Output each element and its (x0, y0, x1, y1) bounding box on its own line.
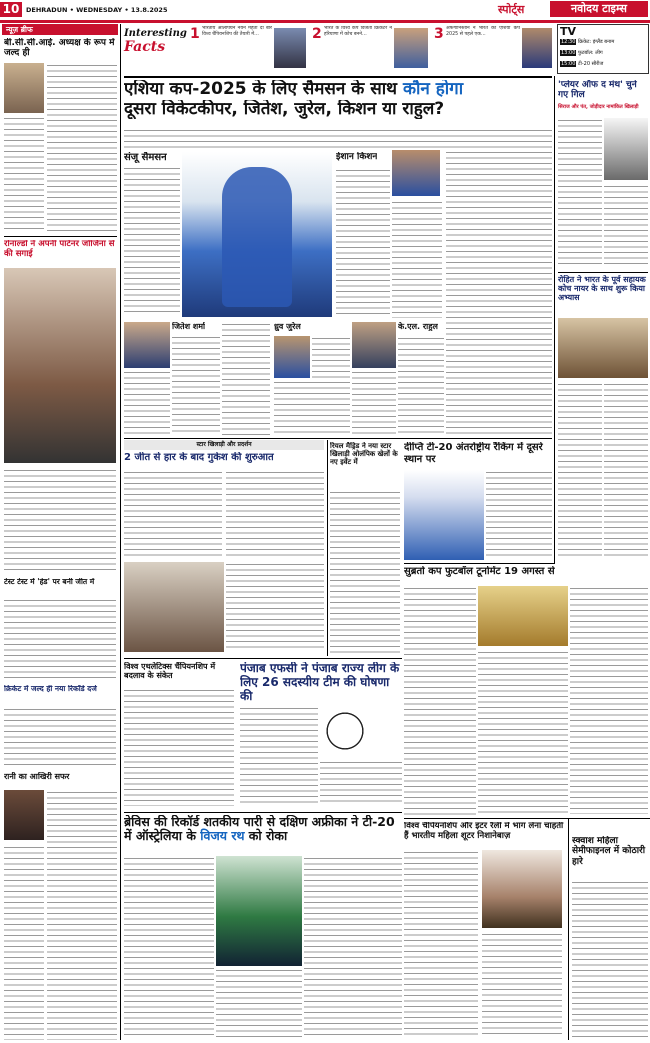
column-divider-right-low (568, 818, 569, 1040)
rahul-text (398, 336, 444, 436)
tv-time-3: 15:00 (561, 61, 576, 67)
brief-photo-1 (4, 63, 44, 113)
name-jitesh: जितेश शर्मा (172, 322, 206, 331)
lead-intro (124, 128, 552, 150)
photo-rahul (352, 322, 396, 368)
lead-right-text (446, 150, 552, 435)
fact-photo-1 (274, 28, 306, 68)
tv-row-3 (560, 61, 646, 67)
fact-number-3: 3 (434, 26, 444, 42)
gukesh-text (124, 470, 222, 560)
subroto-right-text (570, 586, 648, 814)
tv-text-2: फुटबॉल: लीग (578, 50, 603, 56)
name-jurel: ध्रुव जुरेल (274, 322, 301, 331)
headline-athletics: विश्व एथलेटिक्स चैंपियनशिप में बदलाव के संकेत (124, 662, 216, 681)
squash-text (572, 880, 648, 1038)
brevis-text-c (304, 856, 402, 1038)
facts-brand-a: Interesting (124, 28, 187, 39)
band-divider-5 (404, 818, 650, 819)
column-divider-right (554, 76, 555, 564)
subroto-text-b (478, 650, 568, 816)
headline-squash: स्क्वाश महिला सेमीफाइनल में कोठारी हारे (572, 836, 646, 867)
fact-item-2 (312, 26, 430, 72)
fact-number-1: 1 (190, 26, 200, 42)
photo-shooter (482, 850, 562, 928)
rahul-text-b (352, 370, 396, 436)
photo-rohit (558, 318, 648, 378)
photo-football (320, 706, 370, 756)
masthead-bar (0, 0, 650, 23)
subhead-gill: सिराज और पंत, जोड़ीदार नामांकित खिलाड़ी (558, 104, 639, 110)
jitesh-text (172, 335, 220, 435)
sanju-text (124, 166, 180, 316)
ishan-text (336, 168, 390, 318)
photo-ishan (392, 150, 440, 196)
headline-brevis-text: ब्रेविस की रिकॉर्ड शतकीय पारी से दक्षिण अफ्रीका ने टी-20 में ऑस्ट्रेलिया के विजय रथ को रोका (124, 815, 395, 844)
photo-jurel (274, 336, 310, 378)
band-divider-2 (404, 563, 554, 564)
tv-row-1 (560, 39, 646, 45)
brief-text-5 (47, 790, 117, 1040)
gill-text-b (604, 184, 648, 268)
page-number: 10 (0, 2, 22, 17)
jitesh-text-b (124, 370, 170, 435)
photo-jitesh (124, 322, 170, 368)
photo-deepti (404, 470, 484, 560)
column-divider-mid (327, 440, 328, 656)
athletics-text (124, 688, 234, 806)
tv-text-3: टी-20 सीरीज (578, 61, 604, 67)
column-divider-left (120, 24, 121, 1040)
brief-photo-ronaldo (4, 268, 116, 463)
brief-headline-2: रोनाल्डो ने अपनी पार्टनर जॉर्जिना से की सगाई (4, 240, 115, 259)
fact-photo-2 (394, 28, 428, 68)
gukesh-text-c (226, 562, 324, 652)
newspaper-name: नवोदय टाइम्स (550, 1, 648, 17)
punjab-fc-text (240, 706, 318, 806)
photo-gill (604, 118, 648, 180)
headline-rohit: रोहित ने भारत के पूर्व सहायक कोच नायर के साथ शुरू किया अभ्यास (558, 275, 646, 303)
headline-gill: 'प्लेयर ऑफ द मंथ' चुने गए गिल (558, 80, 637, 101)
brief-text-4 (4, 707, 116, 767)
brief-divider-1 (4, 236, 117, 237)
fact-text-2: भारत के विश्व कप विजेता क्रिकेटर ने हरियाणा में कोच बनने… (324, 26, 392, 37)
band-divider-1 (124, 438, 552, 439)
photo-chess-player (124, 562, 224, 652)
tv-listing-box (557, 24, 649, 74)
name-rahul: के.एल. राहुल (398, 322, 438, 331)
fact-photo-3 (522, 28, 552, 68)
brief-text-1b (4, 116, 44, 233)
col2-text (222, 322, 270, 435)
lead-headline-line-2: दूसरा विकेटकीपर, जितेश, जुरेल, किशन या राहुल? (124, 99, 445, 119)
headline-punjab-fc: पंजाब एफसी ने पंजाब राज्य लीग के लिए 26 सदस्यीय टीम की घोषणा की (240, 662, 400, 703)
deepti-text (486, 470, 552, 560)
band-divider-4 (124, 812, 402, 813)
shooters-text (404, 850, 478, 1038)
tv-label: TV (560, 25, 577, 38)
brief-text-1 (47, 63, 117, 233)
gukesh-text-b (226, 470, 324, 560)
brief-text-3 (4, 598, 116, 678)
fact-text-1: भारतीय ओलंपियन नयन मेहता दो बार विश्व चैंपियनशिप की तैयारी में… (202, 26, 272, 37)
photo-sanju-batting (182, 152, 332, 317)
fact-item-3 (434, 26, 554, 72)
brief-headline-1: बी.सी.सी.आई. अध्यक्ष के रूप में जल्द ही (4, 38, 115, 59)
facts-brand (124, 28, 188, 55)
brief-headline-3: टेस्ट टेस्ट में 'हेड' पर बनी जीत में (4, 578, 95, 586)
real-madrid-text (330, 490, 400, 655)
sanju-figure (222, 167, 292, 307)
tv-time-2: 13:00 (561, 50, 576, 56)
fact-item-1 (190, 26, 308, 72)
subroto-text (404, 586, 476, 816)
headline-shooters: विश्व चैंपियनशिप और इंटर रैली में भाग लेना चाहती हैं भारतीय महिला शूटर निशानेबाज़ (404, 822, 564, 841)
jurel-text-b (274, 380, 350, 435)
brevis-text (124, 856, 214, 1038)
facts-brand-b: Facts (124, 39, 166, 55)
jurel-text (312, 336, 350, 378)
photo-trophy (478, 586, 568, 646)
date-line: DEHRADUN • WEDNESDAY • 13.8.2025 (26, 6, 168, 14)
section-name: स्पोर्ट्स (498, 3, 525, 16)
brief-photo-2 (4, 790, 44, 840)
name-ishan: ईशान किशन (336, 152, 378, 162)
lead-headline-highlight: कौन होगा (402, 80, 464, 99)
headline-brevis-highlight: विजय रथ (200, 828, 245, 844)
shooters-text-b (482, 932, 562, 1038)
band1-label: स्टार खिलाड़ी और प्रदर्शन (124, 440, 324, 450)
brief-headline-4: क्रिकेट में जल्द ही नया रिकॉर्ड दर्ज (4, 685, 97, 693)
brief-headline-5: रानी का आखिरी सफर (4, 772, 70, 781)
ishan-text-b (392, 200, 442, 318)
right-divider-1 (558, 272, 648, 273)
lead-headline-line-1 (124, 80, 552, 100)
gill-text (558, 118, 602, 268)
fact-number-2: 2 (312, 26, 322, 42)
punjab-fc-text-b (320, 760, 402, 806)
headline-gukesh: 2 जीत से हार के बाद गुकेश की शुरुआत (124, 452, 274, 463)
lead-story (124, 76, 552, 130)
brief-label: न्यूज़ ब्रीफ (2, 24, 118, 35)
fact-text-3: अफगानिस्तान ने भारत को एशिया कप 2025 से पहले एक… (446, 26, 520, 37)
rohit-text-b (604, 382, 648, 560)
tv-row-2 (560, 50, 646, 56)
rohit-text (558, 382, 602, 560)
lead-headline-part-1: एशिया कप-2025 के लिए सैमसन के साथ (124, 80, 398, 99)
band-divider-3 (124, 658, 402, 659)
brief-text-5b (4, 845, 44, 1040)
name-sanju: संजू सैमसन (124, 152, 167, 163)
headline-real-madrid: रियल मैड्रिड ने नया स्टार खिलाड़ी ओलंपिक खेलों के नए इवेंट में (330, 442, 398, 467)
brevis-text-b (216, 968, 302, 1038)
brief-text-2 (4, 468, 116, 573)
headline-brevis (124, 815, 402, 844)
headline-deepti: दीप्ति टी-20 अंतर्राष्ट्रीय रैंकिंग में दूसरे स्थान पर (404, 442, 543, 465)
facts-strip (124, 24, 554, 74)
photo-brevis (216, 856, 302, 966)
tv-time-1: 12:30 (561, 39, 576, 45)
headline-subroto: सुब्रतो कप फुटबॉल टूर्नामेंट 19 अगस्त से (404, 566, 555, 577)
tv-text-1: क्रिकेट: इंग्लैंड बनाम (578, 39, 615, 45)
